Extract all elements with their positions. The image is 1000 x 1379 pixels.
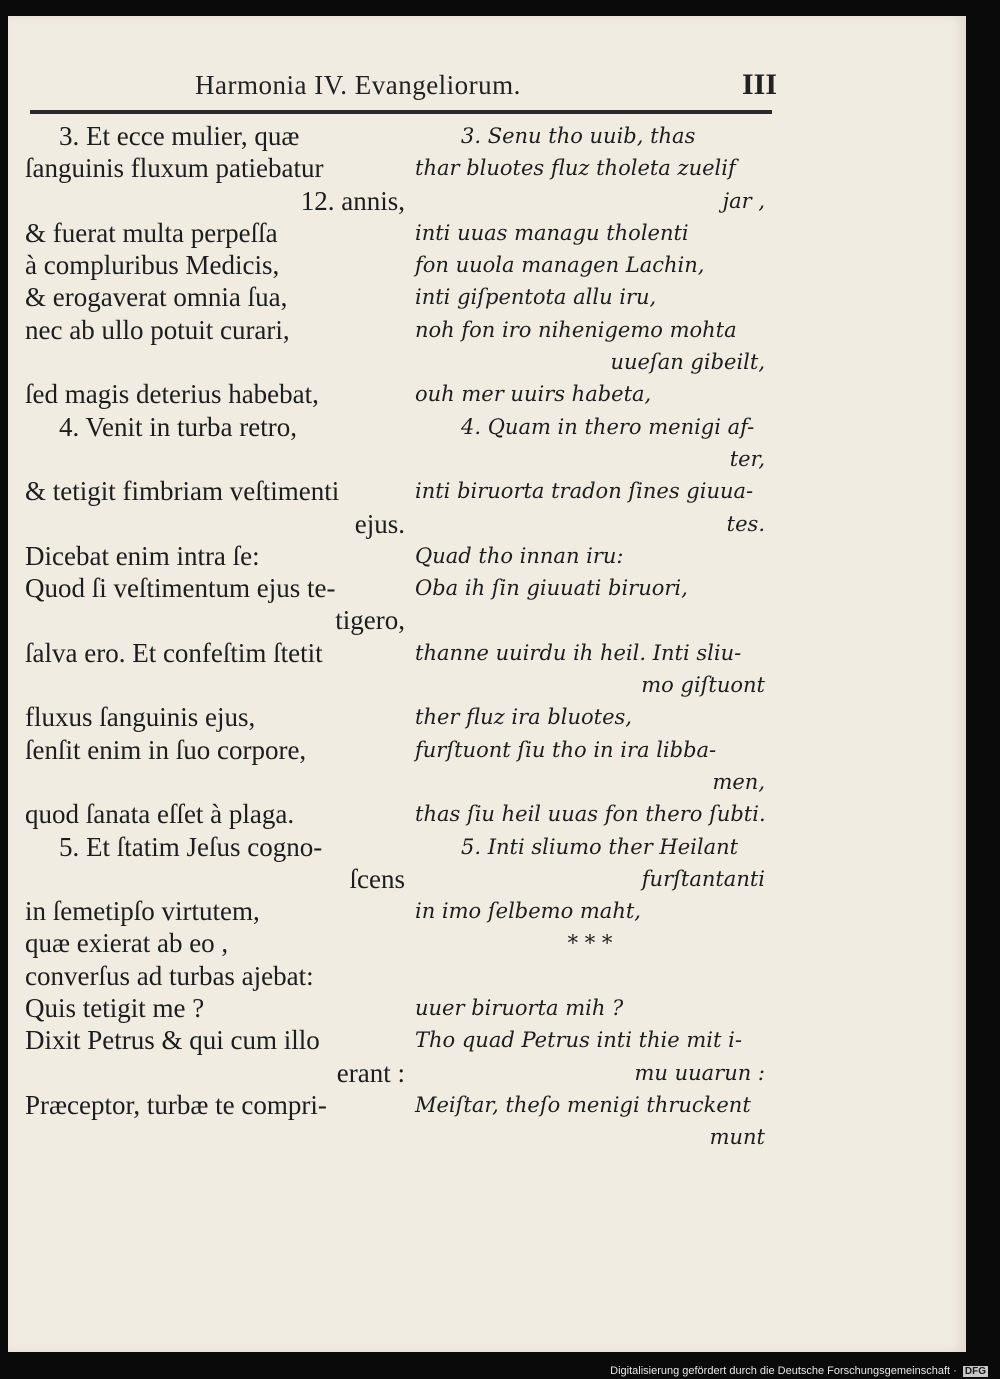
old-high-german-column — [415, 120, 765, 1154]
german-text-line: * * * — [567, 931, 613, 956]
german-text-line: furſtuont ſiu tho in ira libba- — [415, 737, 717, 762]
german-text-line: Oba ih ſin giuuati biruori, — [415, 576, 688, 601]
german-text-line: mo giſtuont — [641, 673, 765, 698]
latin-text-line — [25, 766, 405, 798]
german-text-line: inti uuas managu tholenti — [415, 220, 689, 245]
latin-text-line: 5. Et ſtatim Jeſus cogno- — [59, 831, 323, 862]
latin-text-line — [25, 443, 405, 475]
latin-text-line: ſenſit enim in ſuo corpore, — [25, 734, 307, 765]
german-text-line: uuer biruorta mih ? — [415, 996, 624, 1021]
latin-text-line: Quis tetigit me ? — [25, 993, 205, 1024]
latin-text-line: 4. Venit in turba retro, — [59, 411, 297, 442]
latin-text-line: & erogaverat omnia ſua, — [25, 282, 288, 313]
latin-text-line: quod ſanata eſſet à plaga. — [25, 799, 295, 830]
german-text-line: munt — [709, 1125, 765, 1150]
latin-text-line: Præceptor, turbæ te compri- — [25, 1089, 327, 1120]
german-text-line: Tho quad Petrus inti thie mit i- — [415, 1028, 742, 1053]
latin-text-line: ſcens — [349, 863, 405, 894]
latin-text-line: 3. Et ecce mulier, quæ — [59, 121, 300, 151]
german-text-line: 5. Inti sliumo ther Heilant — [461, 834, 739, 859]
latin-column — [25, 120, 405, 1121]
german-text-line: inti biruorta tradon ſines giuua- — [415, 479, 754, 504]
german-text-line: jar , — [722, 188, 765, 213]
german-text-line: ther fluz ira bluotes, — [415, 705, 632, 730]
german-text-line: thar bluotes fluz tholeta zuelif — [415, 156, 736, 181]
german-text-line: fon uuola managen Lachin, — [415, 253, 705, 278]
german-text-line: mu uuarun : — [634, 1060, 765, 1085]
german-text-line — [415, 604, 765, 636]
latin-text-line: ejus. — [354, 508, 405, 539]
latin-text-line — [25, 346, 405, 378]
latin-text-line: Quod ſi veſtimentum ejus te- — [25, 573, 336, 604]
german-text-line: ter, — [729, 446, 765, 471]
latin-text-line: à compluribus Medicis, — [25, 250, 280, 281]
latin-text-line: in ſemetipſo virtutem, — [25, 896, 260, 927]
latin-text-line: converſus ad turbas ajebat: — [25, 960, 314, 991]
german-text-line: 3. Senu tho uuib, thas — [461, 124, 696, 148]
german-text-line: inti giſpentota allu iru, — [415, 285, 657, 310]
german-text-line: Quad tho innan iru: — [415, 543, 624, 568]
latin-text-line — [25, 669, 405, 701]
german-text-line: 4. Quam in thero menigi af- — [461, 414, 755, 439]
german-text-line: tes. — [726, 511, 765, 536]
latin-text-line: 12. annis, — [300, 185, 405, 216]
german-text-line: in imo ſelbemo maht, — [415, 899, 641, 924]
latin-text-line: quæ exierat ab eo , — [25, 928, 229, 959]
footer-text: Digitalisierung gefördert durch die Deutsche Forschungsgemeinschaft — [610, 1365, 951, 1377]
german-text-line: thas ſiu heil uuas fon thero ſubti. — [415, 802, 766, 827]
running-header: Harmonia IV. Evangeliorum. — [195, 70, 521, 100]
german-text-line: men, — [712, 769, 765, 794]
german-text-line: furſtantanti — [641, 866, 765, 891]
latin-text-line: & fuerat multa perpeſſa — [25, 217, 278, 248]
latin-text-line: ſalva ero. Et confeſtim ſtetit — [25, 637, 323, 668]
german-text-line: uueſan gibeilt, — [610, 350, 765, 375]
header-rule — [30, 110, 772, 114]
latin-text-line: fluxus ſanguinis ejus, — [25, 702, 256, 733]
german-text-line: thanne uuirdu ih heil. Inti sliu- — [415, 640, 742, 665]
german-text-line: ouh mer uuirs habeta, — [415, 382, 652, 407]
dfg-logo: DFG — [964, 1366, 986, 1377]
german-text-line: Meiſtar, theſo menigi thruckent — [415, 1092, 751, 1117]
latin-text-line: tigero, — [335, 605, 405, 636]
digitization-footer: Digitalisierung gefördert durch die Deutsche Forschungsgemeinschaft · DFG — [610, 1365, 986, 1377]
latin-text-line: ſanguinis fluxum patiebatur — [25, 153, 324, 184]
page-number: III — [742, 68, 778, 101]
latin-text-line: Dixit Petrus & qui cum illo — [25, 1025, 320, 1056]
latin-text-line: ſed magis deterius habebat, — [25, 379, 319, 410]
latin-text-line: & tetigit fimbriam veſtimenti — [25, 476, 340, 507]
german-text-line — [415, 960, 765, 992]
latin-text-line: nec ab ullo potuit curari, — [25, 314, 290, 345]
latin-text-line: Dicebat enim intra ſe: — [25, 540, 260, 571]
latin-text-line: erant : — [336, 1057, 405, 1088]
german-text-line: noh fon iro nihenigemo mohta — [415, 317, 737, 342]
